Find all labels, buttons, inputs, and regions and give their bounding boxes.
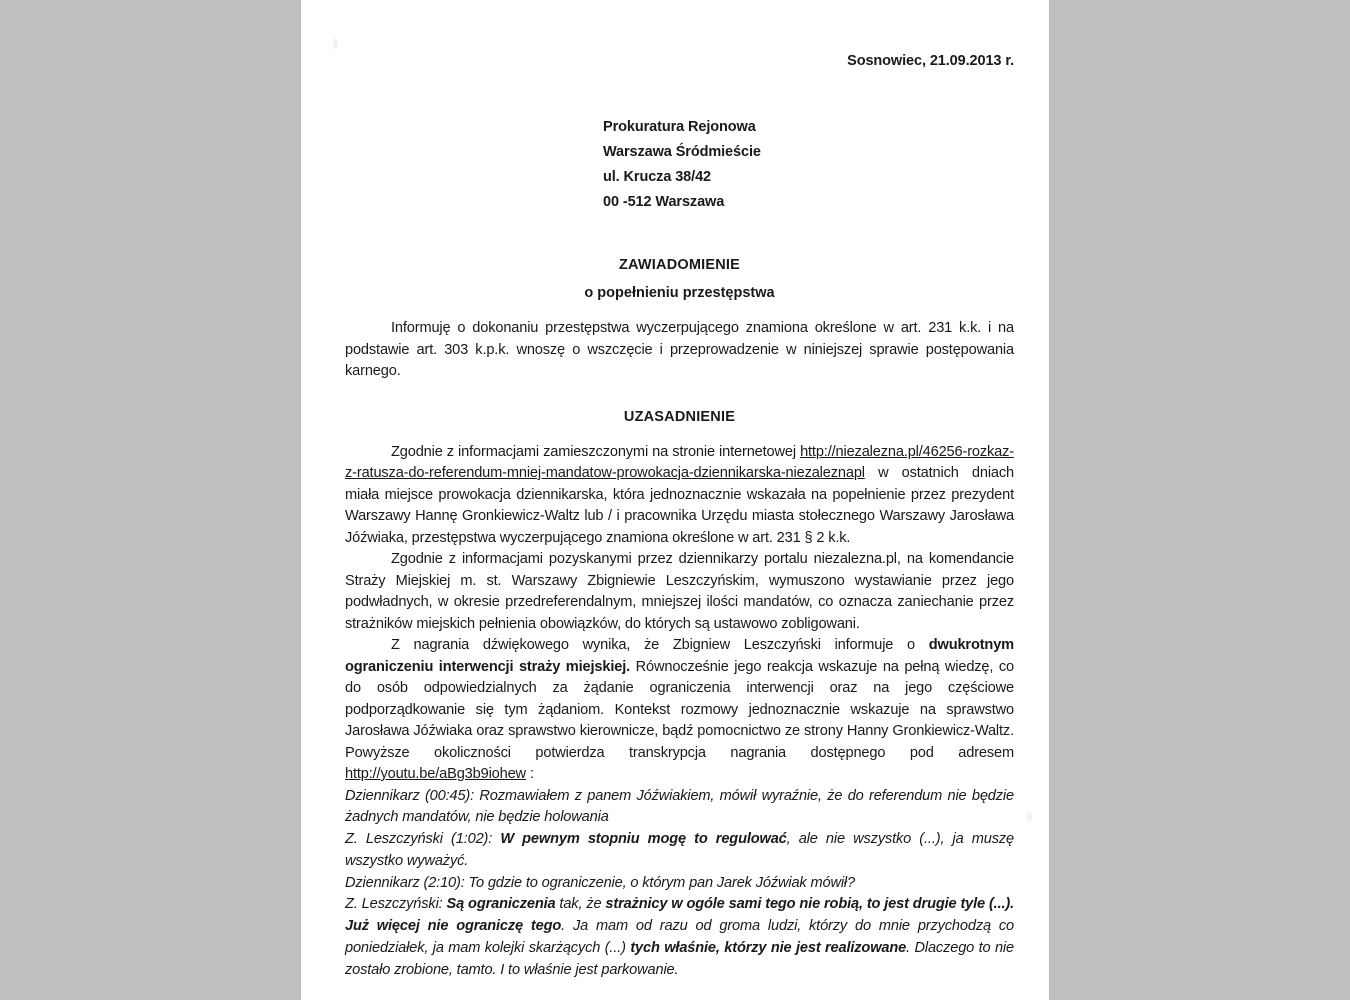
document-date-line: Sosnowiec, 21.09.2013 r. (847, 53, 1014, 69)
transcript-text: , ale nie wszystko (...), ja muszę wszystko wyważyć. (345, 831, 1014, 869)
intro-paragraph: Informuję o dokonaniu przestępstwa wyczerpującego znamiona określone w art. 231 k.k. i na podstawie art. 303 k.p.k. wnoszę o wszczęcie i przeprowadzenie w niniejszej sprawie postępowania karnego. (345, 320, 1014, 379)
transcript-block (345, 786, 1014, 982)
addressee-line-1: Prokuratura Rejonowa (603, 119, 756, 135)
document-title: ZAWIADOMIENIE (618, 257, 740, 273)
transcript-text: To gdzie to ograniczenie, o którym pan Jarek Jóźwiak mówił? (468, 874, 855, 891)
paragraph-3-part-1: Z nagrania dźwiękowego wynika, że Zbigniew Leszczyński informuje o (391, 637, 929, 653)
justification-heading: UZASADNIENIE (623, 408, 736, 425)
transcript-text: Rozmawiałem z panem Jóźwiakiem, mówił wyraźnie, że do referendum nie będzie żadnych mandatów, nie będzie holowania (345, 787, 1014, 826)
niezalezna-article-link[interactable]: http://niezalezna.pl/46256-rozkaz-z-ratusza-do-referendum-mniej-mandatow-prowokacja-dziennikarska-niezaleznapl (345, 443, 1014, 481)
addressee-line-3: ul. Krucza 38/42 (603, 169, 712, 185)
transcript-emphasis: tych właśnie, którzy nie jest realizowane (630, 940, 907, 957)
scan-artifact-speck (1027, 812, 1032, 822)
scanned-document-page (301, 0, 1049, 1000)
transcript-speaker: Z. Leszczyński (1:02): (345, 831, 501, 848)
paragraph-3-bold-phrase: dwukrotnym ograniczeniu interwencji straży miejskiej. (345, 637, 1014, 675)
paragraph-1-lead-text: Zgodnie z informacjami zamieszczonymi na stronie internetowej (391, 443, 801, 460)
transcript-text: tak, że (555, 896, 606, 913)
transcript-speaker: Dziennikarz (00:45): (345, 787, 480, 804)
paragraph-3-part-3: : (525, 766, 534, 782)
justification-paragraph-3 (345, 635, 1014, 786)
youtube-recording-link[interactable]: http://youtu.be/aBg3b9iohew (345, 766, 526, 782)
justification-paragraph-1 (345, 442, 1014, 550)
transcript-emphasis: strażnicy w ogóle sami tego nie robią, to jest drugie tyle (...). Już więcej nie ograniczę tego (345, 896, 1014, 935)
transcript-line (345, 829, 1014, 873)
transcript-line (345, 873, 1014, 895)
transcript-speaker: Z. Leszczyński: (345, 896, 447, 913)
document-subtitle: o popełnieniu przestępstwa (584, 285, 775, 301)
transcript-emphasis: Są ograniczenia (446, 896, 556, 913)
transcript-line (345, 786, 1014, 830)
transcript-text: . Dlaczego to nie zostało zrobione, tamto. I to właśnie jest parkowanie. (345, 940, 1014, 978)
addressee-block (603, 115, 1014, 215)
transcript-speaker: Dziennikarz (2:10): (345, 874, 469, 891)
transcript-emphasis: W pewnym stopniu mogę to regulować (500, 831, 787, 848)
justification-paragraph-2: Zgodnie z informacjami pozyskanymi przez dziennikarzy portalu niezalezna.pl, na komendancie Straży Miejskiej m. st. Warszawy Zbigniewie Leszczyńskim, wymuszono wystawianie przez jego podwładnych, w okresie przedreferendalnym, mniejszej ilości mandatów, co oznacza zaniechanie przez strażników miejskich pełnienia obowiązków, do których są ustawowo zobligowani. (345, 551, 1014, 632)
scan-artifact-speck (333, 38, 338, 49)
addressee-line-2: Warszawa Śródmieście (603, 144, 761, 160)
transcript-text: . Ja mam od razu od groma ludzi, którzy do mnie przychodzą co poniedziałek, ja mam kolejki skarżących (...) (345, 918, 1014, 957)
paragraph-3-part-2: Równocześnie jego reakcja wskazuje na pełną wiedzę, co do osób odpowiedzialnych za żądanie ograniczenia interwencji oraz na jego częściowe podporządkowanie się tym żądaniom. Kontekst rozmowy jednoznacznie wskazuje na sprawstwo Jarosława Jóźwiaka oraz sprawstwo kierownicze, bądź pomocnictwo ze strony Hanny Gronkiewicz-Waltz. Powyższe okoliczności potwierdza transkrypcja nagrania dostępnego pod adresem (345, 658, 1014, 761)
addressee-line-4: 00 -512 Warszawa (603, 194, 725, 210)
document-text-body (345, 0, 1014, 982)
paragraph-1-trailing-text: w ostatnich dniach miała miejsce prowokacja dziennikarska, która jednoznacznie wskazała na popełnienie przez prezydent Warszawy Hannę Gronkiewicz-Waltz lub / i pracownika Urzędu miasta stołecznego Warszawy Jarosława Jóźwiaka, przestępstwa wyczerpującego znamiona określone w art. 231 § 2 k.k. (345, 465, 1014, 546)
transcript-line (345, 894, 1014, 981)
